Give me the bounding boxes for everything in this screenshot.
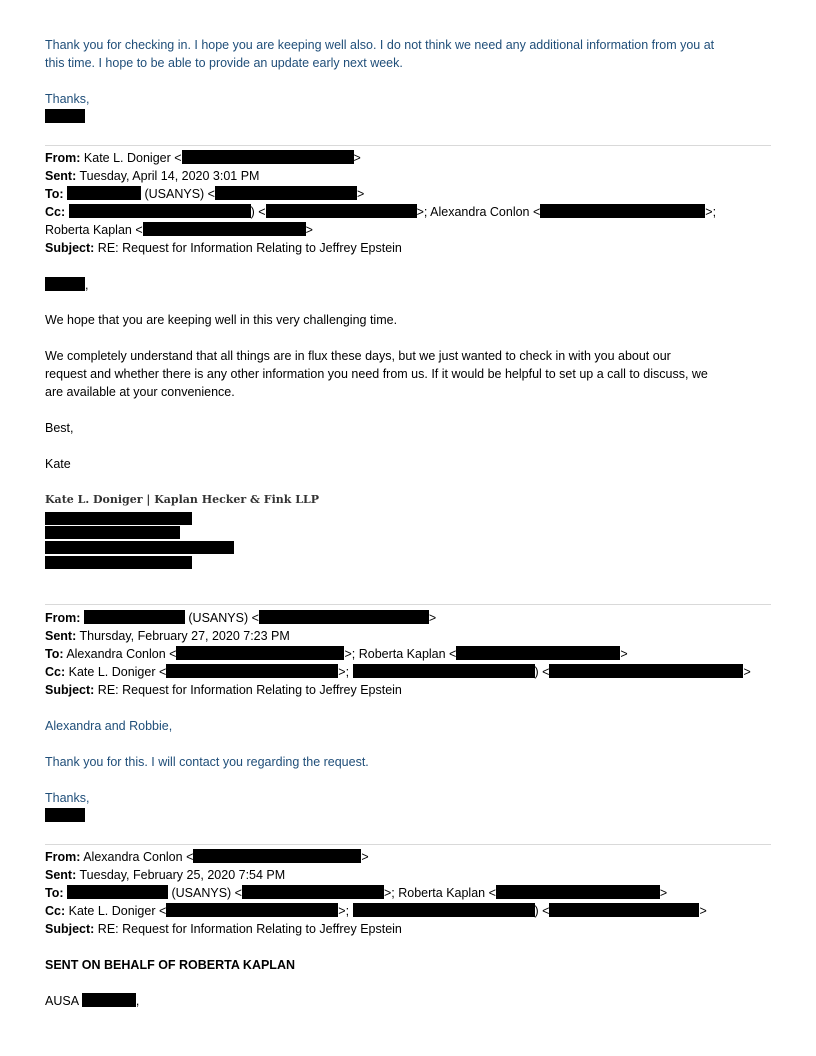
cc-line: Cc: Kate L. Doniger < >; ) < > <box>45 665 751 679</box>
sender-name: Kate <box>45 457 71 471</box>
body-paragraph: Thank you for this. I will contact you regarding the request. <box>45 755 369 769</box>
to-line: To: (USANYS) < >; Roberta Kaplan < > <box>45 886 668 900</box>
closing: Thanks, <box>45 791 90 805</box>
subject-line: Subject: RE: Request for Information Relating to Jeffrey Epstein <box>45 683 402 697</box>
to-line: To: (USANYS) < > <box>45 187 365 201</box>
body-paragraph-line: We completely understand that all things are in flux these days, but we just wanted to check in with you about our <box>45 349 671 363</box>
divider <box>45 604 771 605</box>
body-paragraph-line: request and whether there is any other information you need from us. If it would be helpful to set up a call to discuss, we <box>45 367 708 381</box>
cc-line-continued: Roberta Kaplan < > <box>45 223 313 237</box>
divider <box>45 145 771 146</box>
divider <box>45 844 771 845</box>
closing: Best, <box>45 421 74 435</box>
on-behalf-notice: SENT ON BEHALF OF ROBERTA KAPLAN <box>45 958 295 972</box>
greeting: Alexandra and Robbie, <box>45 719 173 733</box>
sent-line: Sent: Tuesday, February 25, 2020 7:54 PM <box>45 868 286 882</box>
reply-body-line: this time. I hope to be able to provide an update early next week. <box>45 56 403 70</box>
salutation: AUSA , <box>45 994 140 1008</box>
from-line: From: Kate L. Doniger < > <box>45 151 361 165</box>
redacted-signature <box>45 807 85 825</box>
from-line: From: Alexandra Conlon < > <box>45 850 369 864</box>
reply-body-line: Thank you for checking in. I hope you are keeping well also. I do not think we need any additional information from you at <box>45 38 715 52</box>
redacted-signature <box>45 108 85 126</box>
signature-block: Kate L. Doniger | Kaplan Hecker & Fink LLP <box>45 493 319 506</box>
redacted-contact <box>45 554 192 572</box>
from-line: From: (USANYS) < > <box>45 611 437 625</box>
cc-line: Cc: ) < >; Alexandra Conlon < >; <box>45 205 717 219</box>
subject-line: Subject: RE: Request for Information Relating to Jeffrey Epstein <box>45 922 402 936</box>
body-paragraph: We hope that you are keeping well in this very challenging time. <box>45 313 398 327</box>
subject-line: Subject: RE: Request for Information Relating to Jeffrey Epstein <box>45 241 402 255</box>
body-paragraph-line: are available at your convenience. <box>45 385 235 399</box>
redacted-greeting: , <box>45 276 88 294</box>
cc-line: Cc: Kate L. Doniger < >; ) < > <box>45 904 707 918</box>
sent-line: Sent: Thursday, February 27, 2020 7:23 PM <box>45 629 290 643</box>
sent-line: Sent: Tuesday, April 14, 2020 3:01 PM <box>45 169 260 183</box>
reply-closing: Thanks, <box>45 92 90 106</box>
to-line: To: Alexandra Conlon < >; Roberta Kaplan < > <box>45 647 628 661</box>
